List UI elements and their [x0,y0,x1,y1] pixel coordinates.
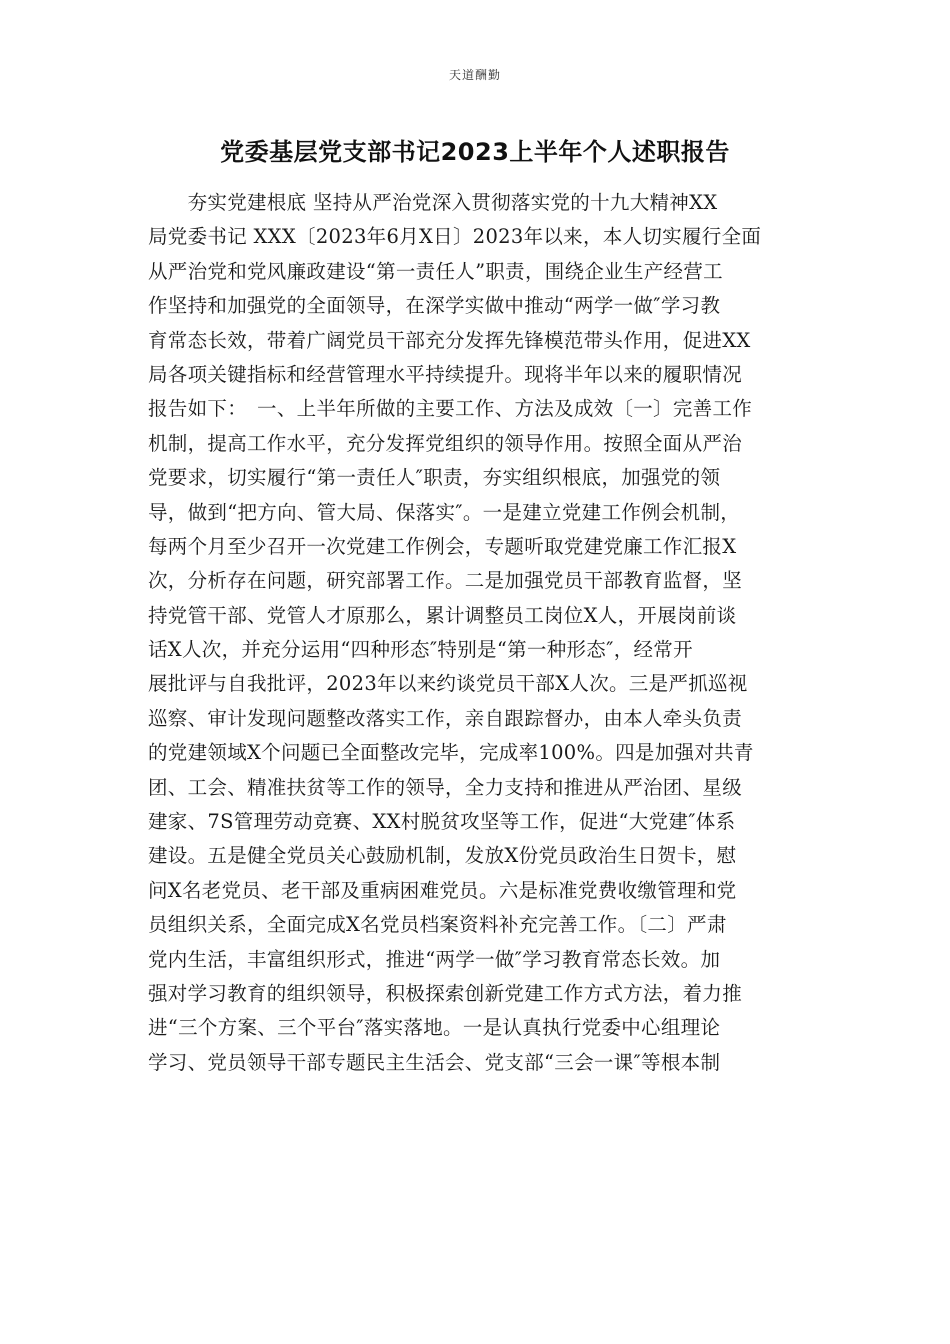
body-text-line: 作坚持和加强党的全面领导，在深学实做中推动“两学一做″学习教 [148,294,721,318]
body-text-line: 每两个月至少召开一次党建工作例会，专题听取党建党廉工作汇报X [148,534,737,558]
body-text-line: 问X名老党员、老干部及重病困难党员。六是标准党费收缴管理和党 [148,878,737,902]
body-text-line: 局党委书记 XXX〔2023年6月X日〕2023年以来，本人切实履行全面 [148,225,762,249]
body-text-line: 导，做到“把方向、管大局、保落实″。一是建立党建工作例会机制， [148,500,741,524]
body-text-line: 强对学习教育的组织领导，积极探索创新党建工作方式方法，着力推 [148,981,743,1005]
body-text-line: 建设。五是健全党员关心鼓励机制，发放X份党员政治生日贺卡，慰 [148,844,737,868]
body-text-line: 报告如下： 一、上半年所做的主要工作、方法及成效〔一〕完善工作 [148,397,753,421]
body-text-line: 团、工会、精准扶贫等工作的领导，全力支持和推进从严治团、星级 [148,775,743,799]
body-text-line: 机制，提高工作水平，充分发挥党组织的领导作用。按照全面从严治 [148,431,743,455]
page-header: 天道酬勤 [448,68,501,82]
body-text-line: 从严治党和党风廉政建设“第一责任人”职责，围绕企业生产经营工 [148,259,723,283]
body-text-line: 党要求，切实履行“第一责任人″职责，夯实组织根底，加强党的领 [148,466,721,490]
body-text-line: 展批评与自我批评，2023年以来约谈党员干部X人次。三是严抓巡视 [148,672,748,696]
body-text-line: 持党管干部、党管人才原那么，累计调整员工岗位X人，开展岗前谈 [148,603,737,627]
body-text-line: 巡察、审计发现问题整改落实工作，亲自跟踪督办，由本人牵头负责 [148,706,743,730]
body-text-line: 次，分析存在问题，研究部署工作。二是加强党员干部教育监督，坚 [148,569,743,593]
body-text-line: 学习、党员领导干部专题民主生活会、党支部“三会一课″等根本制 [148,1050,721,1074]
body-text-line: 进“三个方案、三个平台″落实落地。一是认真执行党委中心组理论 [148,1016,721,1040]
document-body [148,186,808,1080]
body-text-line: 话X人次，并充分运用“四种形态″特别是“第一种形态″，经常开 [148,638,693,662]
body-text-line: 建家、7S管理劳动竞赛、XX村脱贫攻坚等工作，促进“大党建″体系 [148,810,736,834]
body-text-line: 的党建领域X个问题已全面整改完毕，完成率100%。四是加强对共青 [148,741,754,765]
body-text-line: 党内生活，丰富组织形式，推进“两学一做″学习教育常态长效。加 [148,947,721,971]
body-text-line: 员组织关系，全面完成X名党员档案资料补充完善工作。〔二〕严肃 [148,913,727,937]
body-text-line: 夯实党建根底 坚持从严治党深入贯彻落实党的十九大精神XX [148,191,718,214]
document-title: 党委基层党支部书记2023上半年个人述职报告 [220,138,730,166]
body-text-line: 局各项关键指标和经营管理水平持续提升。现将半年以来的履职情况 [148,362,743,386]
body-text-line: 育常态长效，带着广阔党员干部充分发挥先锋模范带头作用，促进XX [148,328,751,352]
